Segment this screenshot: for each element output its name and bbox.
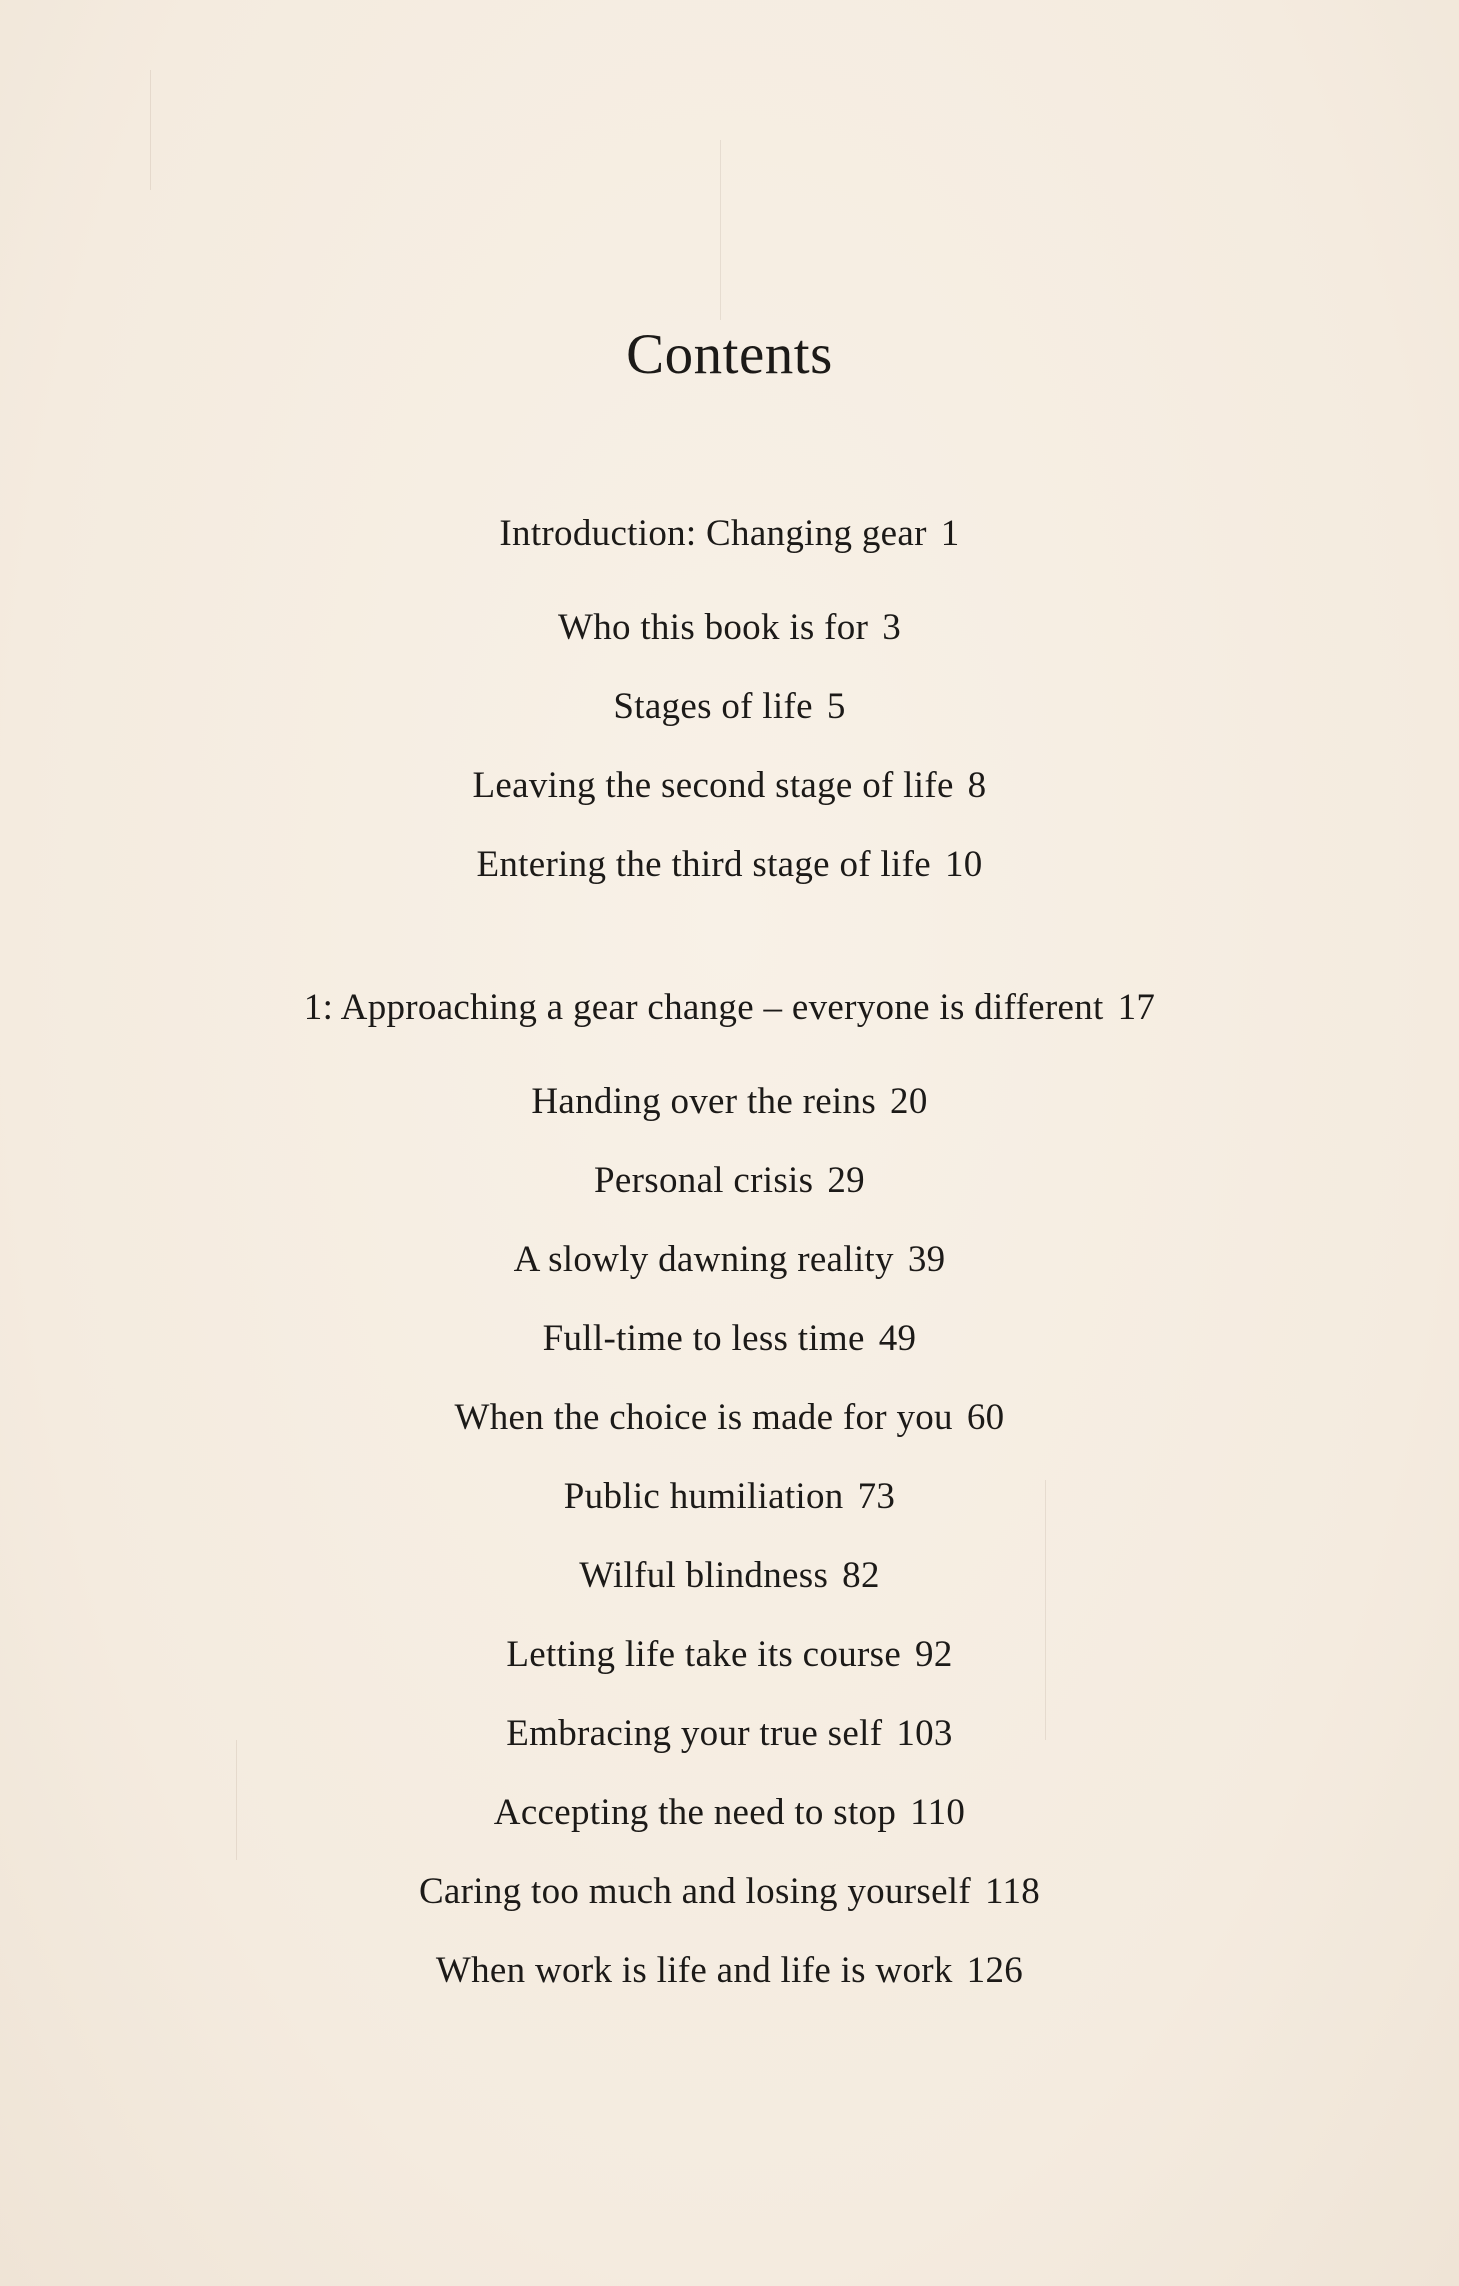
toc-entry-title: Stages of life xyxy=(613,686,813,727)
paper-crease xyxy=(1045,1480,1046,1740)
toc-entry xyxy=(0,1475,1459,1519)
toc-entry-title: Wilful blindness xyxy=(579,1555,829,1596)
toc-entry-title: Entering the third stage of life xyxy=(476,844,931,885)
toc-entry xyxy=(0,1396,1459,1440)
toc-entry-title: Introduction: Changing gear xyxy=(499,513,927,554)
toc-entry-title: Who this book is for xyxy=(557,607,869,648)
toc-entry-title: Full-time to less time xyxy=(542,1318,865,1359)
toc-entry xyxy=(0,606,1459,650)
toc-entry-page: 39 xyxy=(907,1239,946,1280)
paper-crease xyxy=(720,140,721,320)
toc-entry xyxy=(0,1317,1459,1361)
toc-entry-page: 60 xyxy=(966,1397,1005,1438)
toc-entry xyxy=(0,1870,1459,1914)
toc-entry xyxy=(0,1238,1459,1282)
toc-entry xyxy=(0,764,1459,808)
toc-entry xyxy=(0,843,1459,887)
toc-entry xyxy=(0,1949,1459,1993)
toc-entry xyxy=(0,1080,1459,1124)
toc-entry-title: 1: Approaching a gear change – everyone is different xyxy=(303,987,1104,1028)
toc-entry-page: 126 xyxy=(966,1950,1024,1991)
toc-entry-page: 8 xyxy=(967,765,987,806)
toc-entry xyxy=(0,1159,1459,1203)
toc-entry-title: Accepting the need to stop xyxy=(493,1792,897,1833)
toc-entry-title: Personal crisis xyxy=(594,1160,814,1201)
toc-entry-page: 118 xyxy=(985,1871,1041,1912)
toc-entry-title: Public humiliation xyxy=(563,1476,844,1517)
paper-crease xyxy=(150,70,151,190)
toc-entry-page: 3 xyxy=(882,607,901,648)
toc-entry-title: Caring too much and losing yourself xyxy=(418,1871,972,1912)
toc-entry xyxy=(0,1633,1459,1677)
toc-entry-title: A slowly dawning reality xyxy=(513,1239,894,1280)
toc-entry-title: Leaving the second stage of life xyxy=(472,765,954,806)
toc-entry-title: When work is life and life is work xyxy=(435,1950,953,1991)
toc-entry-page: 73 xyxy=(857,1476,896,1517)
toc-entry-page: 29 xyxy=(827,1160,865,1201)
toc-entry-page: 17 xyxy=(1117,987,1156,1028)
toc-entry-page: 5 xyxy=(826,686,846,727)
toc-entry-page: 20 xyxy=(890,1081,928,1122)
toc-entry-page: 10 xyxy=(944,844,983,885)
page-title: Contents xyxy=(626,323,833,386)
toc-entry-page: 110 xyxy=(910,1792,966,1833)
toc-entry-page: 1 xyxy=(940,513,960,554)
toc-entry-page: 82 xyxy=(842,1555,880,1596)
toc-entry-title: Letting life take its course xyxy=(506,1634,902,1675)
toc-entry xyxy=(0,1712,1459,1756)
toc-entry xyxy=(0,685,1459,729)
toc-entry-page: 92 xyxy=(915,1634,953,1675)
toc-chapter-entry xyxy=(0,986,1459,1030)
toc-entry-title: Embracing your true self xyxy=(506,1713,883,1754)
toc-entry-title: When the choice is made for you xyxy=(454,1397,953,1438)
toc-entry-title: Handing over the reins xyxy=(531,1081,877,1122)
toc-entry-page: 49 xyxy=(878,1318,917,1359)
toc-entry-page: 103 xyxy=(896,1713,953,1754)
toc-entry xyxy=(0,1791,1459,1835)
toc-entry xyxy=(0,1554,1459,1598)
toc-entry xyxy=(0,512,1459,556)
